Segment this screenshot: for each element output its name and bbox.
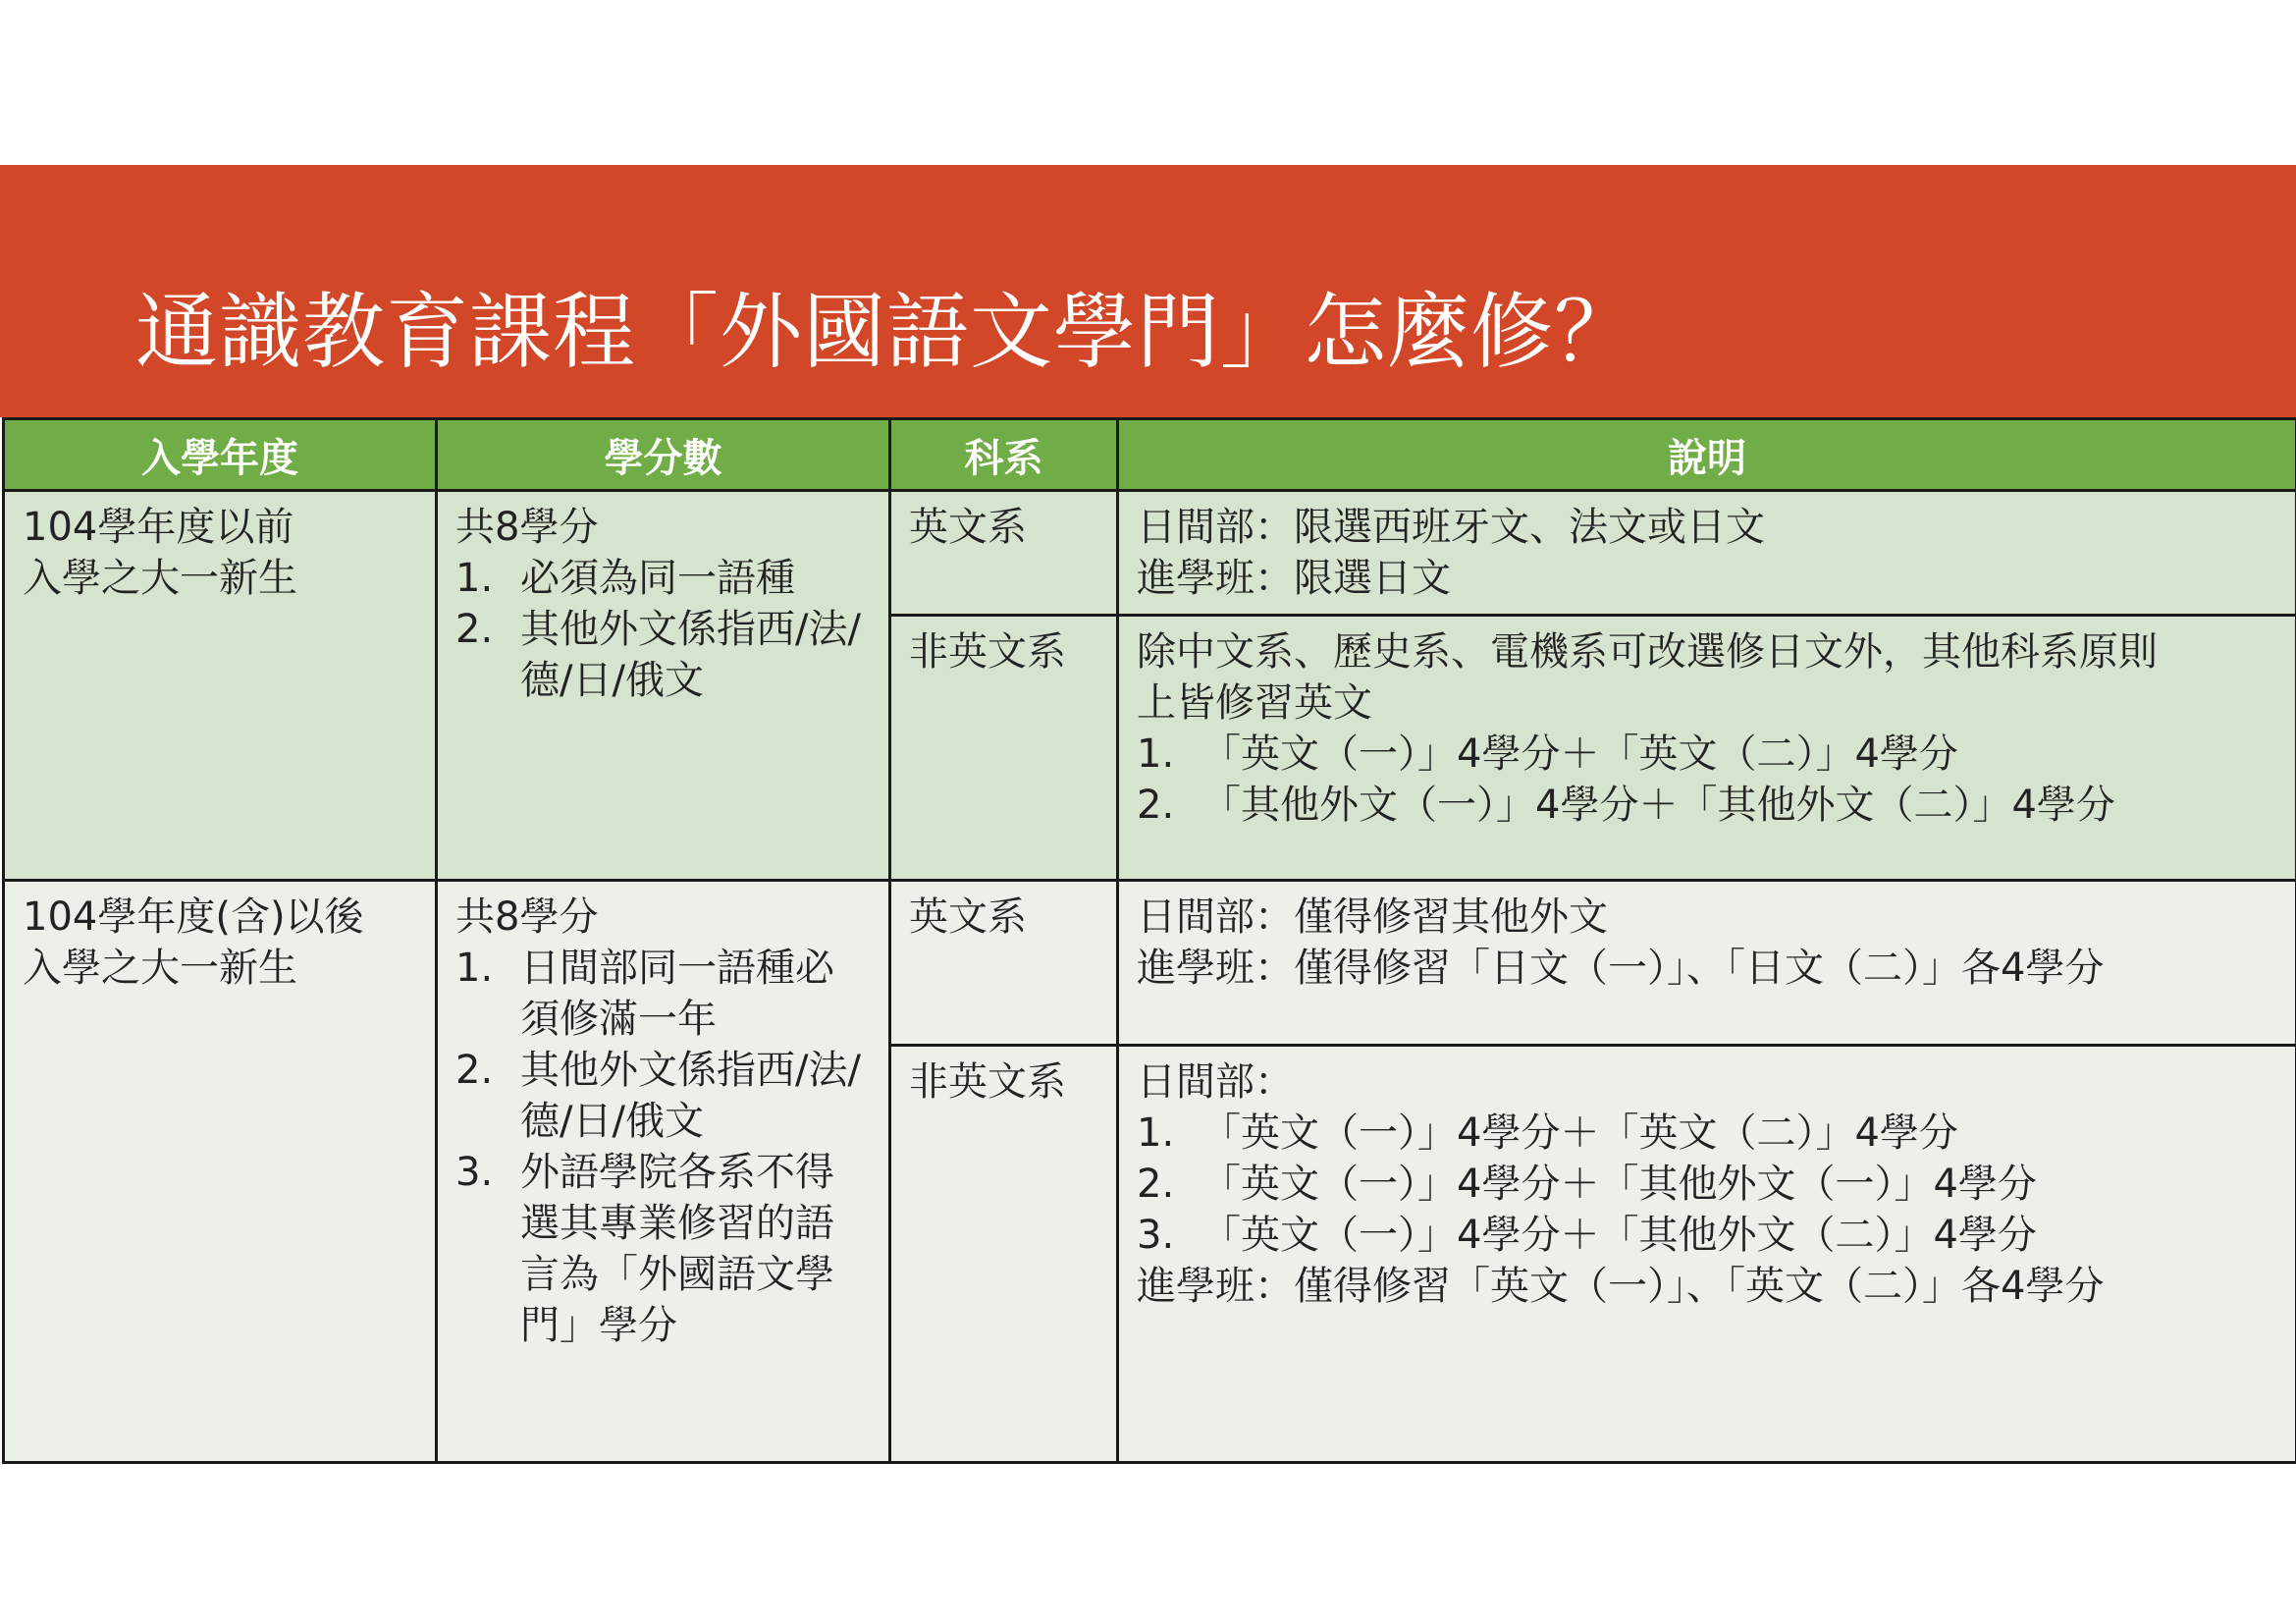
credits-head: 共8學分 <box>455 505 599 550</box>
header-dept: 科系 <box>890 419 1118 491</box>
desc-cell <box>1118 1046 2296 1463</box>
desc-cell <box>1118 881 2296 1046</box>
credits-cell <box>437 881 890 1463</box>
desc-line: 進學班：僅得修習「英文（一）」、「英文（二）」各4學分 <box>1137 1264 2105 1309</box>
list-item: 1. 「英文（一）」4學分＋「英文（二）」4學分 <box>1137 731 1958 777</box>
table-header-row <box>4 419 2296 491</box>
list-item: 2. 其他外文係指西/法/德/日/俄文 <box>455 1048 861 1144</box>
list-item: 1. 「英文（一）」4學分＋「英文（二）」4學分 <box>1137 1110 1958 1156</box>
desc-line: 除中文系、歷史系、電機系可改選修日文外，其他科系原則 <box>1137 629 2158 675</box>
list-item: 2. 其他外文係指西/法/德/日/俄文 <box>455 607 861 703</box>
year-line: 入學之大一新生 <box>23 946 297 991</box>
desc-cell <box>1118 491 2296 616</box>
desc-line: 進學班：限選日文 <box>1137 556 1451 601</box>
desc-cell <box>1118 616 2296 881</box>
table-row <box>4 491 2296 616</box>
list-item: 2. 「其他外文（一）」4學分＋「其他外文（二）」4學分 <box>1137 783 2115 828</box>
dept-name: 英文系 <box>909 894 1027 940</box>
dept-cell <box>890 1046 1118 1463</box>
desc-line: 上皆修習英文 <box>1137 680 1372 726</box>
desc-line: 日間部：限選西班牙文、法文或日文 <box>1137 505 1765 550</box>
dept-name: 非英文系 <box>909 629 1066 675</box>
list-item: 1. 必須為同一語種 <box>455 556 795 601</box>
course-table <box>2 417 2296 1464</box>
list-item: 2. 「英文（一）」4學分＋「其他外文（一）」4學分 <box>1137 1162 2037 1207</box>
credits-cell <box>437 491 890 881</box>
desc-line: 進學班：僅得修習「日文（一）」、「日文（二）」各4學分 <box>1137 946 2105 991</box>
list-item: 3. 外語學院各系不得選其專業修習的語言為「外國語文學門」學分 <box>455 1150 834 1348</box>
dept-name: 英文系 <box>909 505 1027 550</box>
dept-cell <box>890 881 1118 1046</box>
year-cell <box>4 491 437 881</box>
credits-head: 共8學分 <box>455 894 599 940</box>
year-line: 104學年度(含)以後 <box>23 894 364 940</box>
list-item: 1. 日間部同一語種必須修滿一年 <box>455 946 834 1042</box>
dept-cell <box>890 616 1118 881</box>
dept-name: 非英文系 <box>909 1059 1066 1105</box>
year-cell <box>4 881 437 1463</box>
list-item: 3. 「英文（一）」4學分＋「其他外文（二）」4學分 <box>1137 1213 2037 1258</box>
year-line: 104學年度以前 <box>23 505 294 550</box>
header-year: 入學年度 <box>4 419 437 491</box>
table-row <box>4 881 2296 1046</box>
dept-cell <box>890 491 1118 616</box>
header-desc: 說明 <box>1118 419 2296 491</box>
desc-line: 日間部：僅得修習其他外文 <box>1137 894 1608 940</box>
page-title: 通識教育課程「外國語文學門」怎麼修？ <box>135 284 1638 380</box>
header-credits: 學分數 <box>437 419 890 491</box>
desc-line: 日間部： <box>1137 1059 1294 1105</box>
year-line: 入學之大一新生 <box>23 556 297 601</box>
